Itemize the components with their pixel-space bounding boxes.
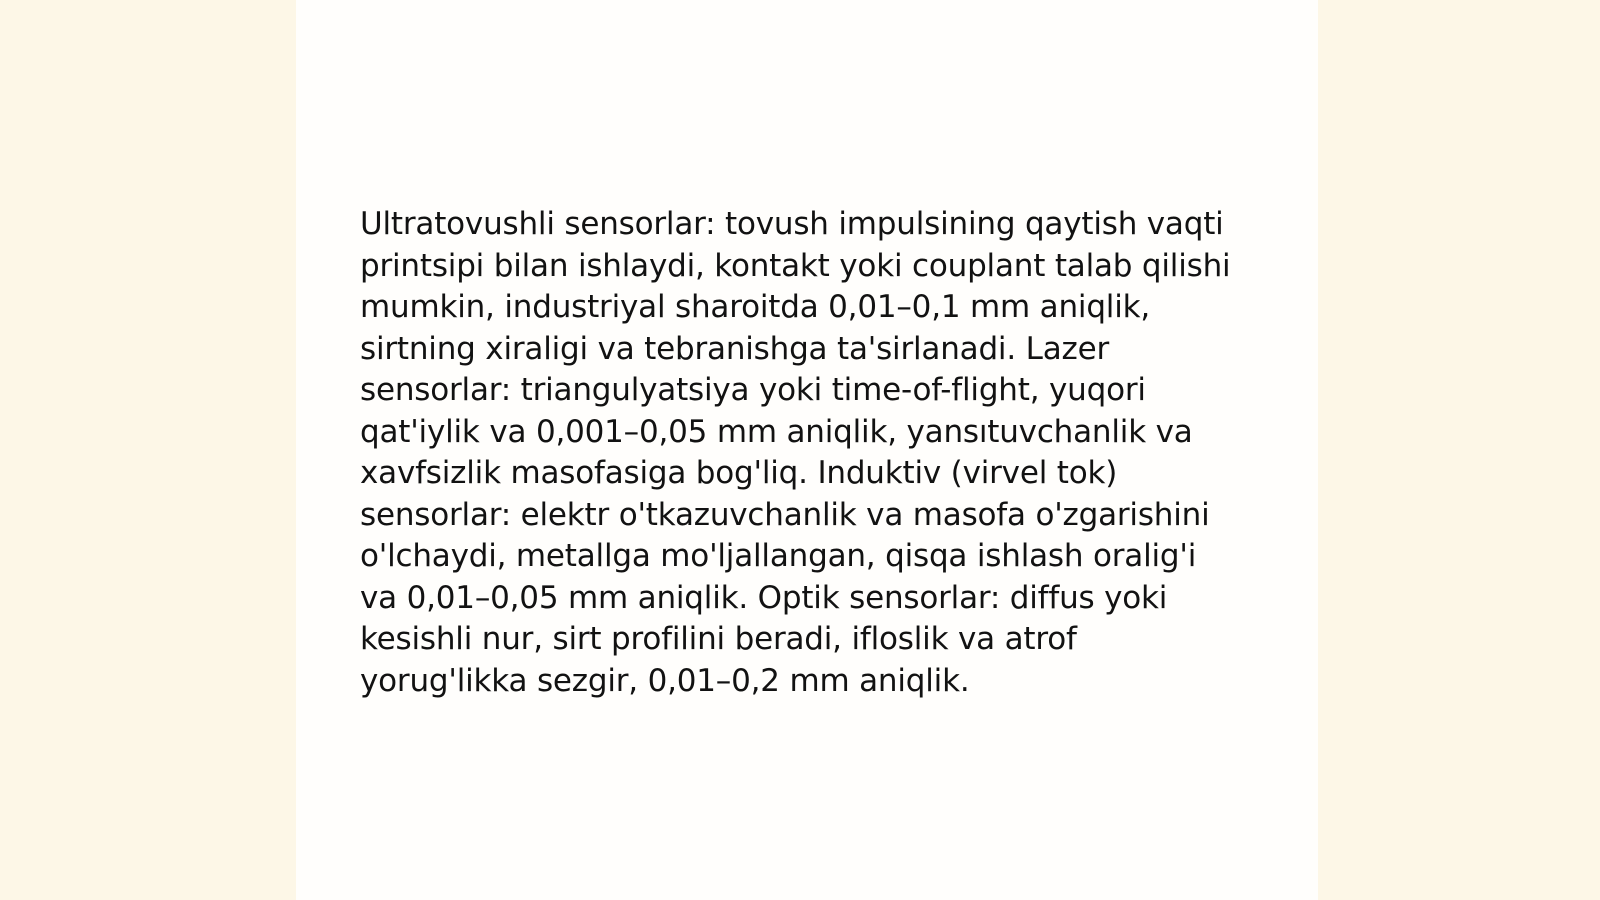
body-paragraph: Ultratovushli sensorlar: tovush impulsining qaytish vaqti printsipi bilan ishlaydi, kontakt yoki couplant talab qilishi mumkin, industriyal sharoitda 0,01–0,1 mm aniqlik, sirtning xiraligi va tebranishga ta'sirlanadi. Lazer sensorlar: triangulyatsiya yoki time-of-flight, yuqori qat'iylik va 0,001–0,05 mm aniqlik, yansıtuvchanlik va xavfsizlik masofasiga bog'liq. Induktiv (virvel tok) sensorlar: elektr o'tkazuvchanlik va masofa o'zgarishini o'lchaydi, metallga mo'ljallangan, qisqa ishlash oralig'i va 0,01–0,05 mm aniqlik. Optik sensorlar: diffus yoki kesishli nur, sirt profilini beradi, ifloslik va atrof yorug'likka sezgir, 0,01–0,2 mm aniqlik. (360, 206, 1231, 699)
document-sheet (296, 0, 1318, 900)
